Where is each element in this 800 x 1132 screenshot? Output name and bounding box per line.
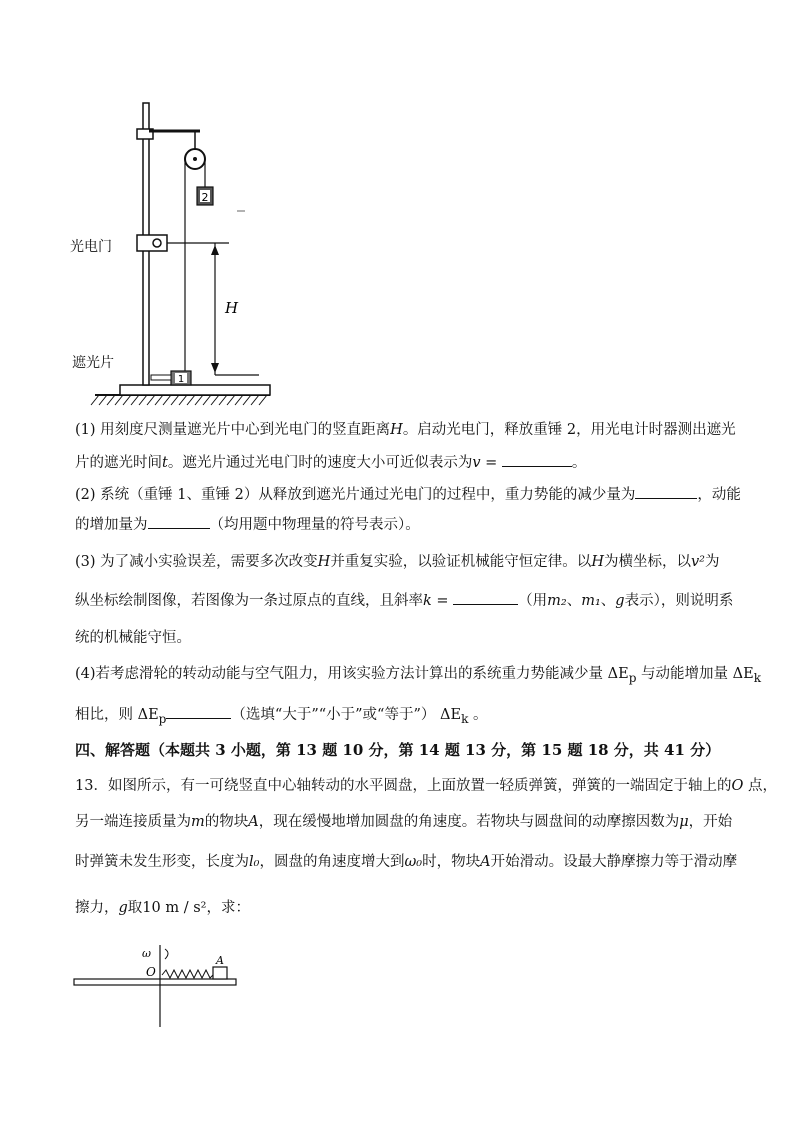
q13-line2: 另一端连接质量为m的物块A，现在缓慢地增加圆盘的角速度。若物块与圆盘间的动摩擦因数为μ，开始 bbox=[75, 814, 733, 830]
ground bbox=[91, 395, 270, 405]
q3-line1: (3) 为了减小实验误差，需要多次改变H并重复实验，以验证机械能守恒定律。以H为横坐标，以v²为 bbox=[75, 554, 720, 570]
H-label: H bbox=[225, 299, 239, 317]
q4-compare-blank[interactable] bbox=[166, 704, 231, 719]
pulley bbox=[185, 131, 205, 169]
shutter-label: 遮光片 bbox=[72, 355, 114, 371]
block-A bbox=[213, 967, 227, 979]
section-heading: 四、解答题（本题共 3 小题，第 13 题 10 分，第 14 题 13 分，第 15 题 18 分，共 41 分） bbox=[75, 741, 721, 759]
q2-blank-potential[interactable] bbox=[635, 484, 697, 499]
weight-1-label: 1 bbox=[177, 374, 185, 385]
q2-line2: 的增加量为 （均用题中物理量的符号表示）。 bbox=[75, 514, 735, 535]
weight-1 bbox=[151, 371, 191, 385]
q4-line1: (4)若考虑滑轮的转动动能与空气阻力，用该实验方法计算出的系统重力势能减少量 $\Delta E_p$ 与动能增加量 $\Delta E_k$ bbox=[75, 666, 762, 685]
disc bbox=[74, 979, 236, 985]
q13-line3: 时弹簧未发生形变，长度为l₀，圆盘的角速度增大到ω₀时，物块A开始滑动。设最大静摩擦力等于滑动摩 bbox=[75, 854, 738, 870]
q3-line3: 统的机械能守恒。 bbox=[75, 630, 191, 646]
omega-arrow-icon bbox=[165, 949, 168, 959]
omega-label: ω bbox=[142, 947, 151, 960]
height-dimension bbox=[211, 243, 259, 375]
q2-blank-kinetic[interactable] bbox=[148, 514, 210, 529]
q13-line4: 擦力，g取10 m / s²，求： bbox=[75, 900, 250, 916]
base-plate bbox=[120, 385, 270, 395]
q1-line2: 片的遮光时间t。遮光片通过光电门时的速度大小可近似表示为v = 。 bbox=[75, 452, 735, 473]
turntable-figure bbox=[70, 935, 245, 1030]
A-label: A bbox=[216, 954, 224, 967]
q1-answer-blank[interactable] bbox=[502, 452, 572, 467]
O-label: O bbox=[146, 965, 156, 979]
weight-2 bbox=[197, 187, 213, 205]
photogate-label: 光电门 bbox=[70, 239, 112, 255]
weight-2-label: 2 bbox=[201, 191, 209, 204]
q3-slope-blank[interactable] bbox=[453, 590, 518, 605]
q2-line1: (2) 系统（重锤 1、重锤 2）从释放到遮光片通过光电门的过程中，重力势能的减少量为 ，动能 bbox=[75, 484, 735, 505]
q3-line2: 纵坐标绘制图像，若图像为一条过原点的直线，且斜率k = （用m₂、m₁、g表示），则说明系 bbox=[75, 590, 735, 611]
spring bbox=[162, 970, 213, 978]
q1-line1: (1) 用刻度尺测量遮光片中心到光电门的竖直距离H。启动光电门，释放重锤 2，用光电计时器测出遮光 bbox=[75, 422, 736, 438]
q4-line2: 相比，则 $\Delta E_p$ （选填“大于”“小于”或“等于”） $\Delta E_k$ 。 bbox=[75, 704, 735, 729]
q13-line1: 13．如图所示，有一可绕竖直中心轴转动的水平圆盘，上面放置一轻质弹簧，弹簧的一端固定于轴上的O 点， bbox=[75, 778, 777, 794]
